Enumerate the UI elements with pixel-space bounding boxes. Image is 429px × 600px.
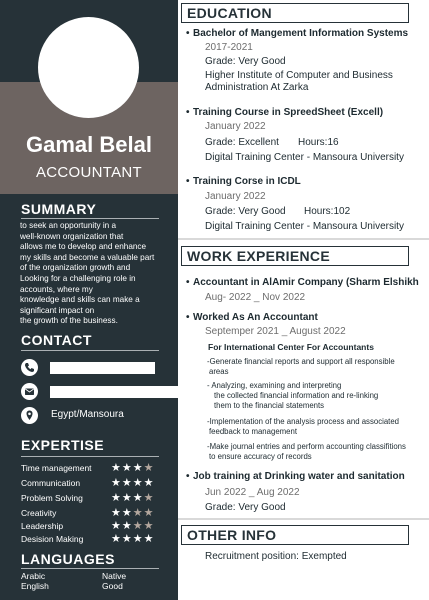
- language-list: [21, 571, 161, 593]
- duty-line: -Implementation of the analysis process and associated: [207, 417, 399, 426]
- summary-line: of the organization growth and: [20, 263, 131, 273]
- contact-heading: CONTACT: [21, 332, 92, 348]
- experience-grade: Grade: Very Good: [205, 502, 286, 513]
- language-level: Good: [102, 581, 123, 591]
- bullet: •: [186, 107, 190, 118]
- skill-row: [21, 534, 171, 546]
- skill-row: [21, 463, 171, 475]
- expertise-heading: EXPERTISE: [21, 437, 105, 453]
- summary-line: allows me to develop and enhance: [20, 242, 147, 252]
- bullet: •: [186, 471, 190, 482]
- experience-date: Jun 2022 _ Aug 2022: [205, 487, 300, 498]
- duty-line: them to the financial statements: [214, 401, 325, 410]
- other-info-text: Recruitment position: Exempted: [205, 551, 347, 562]
- rating-stars: ★★★★: [111, 519, 155, 532]
- education-title: Bachelor of Mangement Information Systems: [193, 28, 409, 39]
- contact-email: [21, 383, 191, 399]
- duty-line: areas: [209, 367, 229, 376]
- contact-location: [21, 407, 171, 423]
- skill-row: [21, 478, 171, 490]
- duty-line: the collected financial information and re-linking: [214, 391, 379, 400]
- bullet: •: [186, 28, 190, 39]
- experience-title: Accountant in AlAmir Company (Sharm Elshikh: [193, 277, 419, 288]
- mail-icon: [21, 383, 38, 400]
- experience-org: For International Center For Accountants: [208, 342, 374, 352]
- rating-stars: ★★★★: [111, 532, 155, 545]
- skill-name: Leadership: [21, 521, 64, 531]
- duty-line: to ensure accuracy of records: [209, 452, 312, 461]
- summary-divider: [21, 218, 159, 219]
- duty-line: -Generate financial reports and support all responsible: [207, 357, 395, 366]
- location-pin-icon: [21, 407, 38, 424]
- skill-name: Creativity: [21, 508, 57, 518]
- education-title: Training Course in SpreedSheet (Excell): [193, 107, 384, 118]
- education-place: Administration At Zarka: [205, 82, 309, 93]
- experience-heading: WORK EXPERIENCE: [181, 246, 409, 266]
- duty-line: feedback to management: [209, 427, 297, 436]
- summary-line: well-known organization that: [20, 231, 124, 241]
- experience-date: Septemper 2021 _ August 2022: [205, 326, 346, 337]
- language-name: Arabic: [21, 571, 46, 581]
- skill-name: Time management: [21, 463, 92, 473]
- education-date: 2017-2021: [205, 42, 253, 53]
- languages-divider: [21, 568, 159, 569]
- phone-icon: [21, 359, 38, 376]
- experience-title: Worked As An Accountant: [193, 312, 318, 323]
- summary-line: my skills and become a valuable part: [20, 252, 155, 262]
- skill-name: Communication: [21, 478, 81, 488]
- location-text: Egypt/Mansoura: [51, 409, 124, 420]
- summary-line: to seek an opportunity in a: [20, 221, 117, 230]
- languages-heading: LANGUAGES: [21, 551, 115, 567]
- education-grade: Grade: Excellent: [205, 137, 279, 148]
- rating-stars: ★★★★: [111, 506, 155, 519]
- education-hours: Hours:16: [298, 137, 339, 148]
- language-name: English: [21, 581, 49, 591]
- skill-row: [21, 493, 171, 505]
- education-place: Digital Training Center - Mansoura University: [205, 221, 404, 232]
- education-title: Training Corse in ICDL: [193, 176, 301, 187]
- education-date: January 2022: [205, 191, 266, 202]
- education-date: January 2022: [205, 121, 266, 132]
- contact-divider: [21, 350, 159, 351]
- bullet: •: [186, 176, 190, 187]
- contact-phone: [21, 359, 171, 375]
- experience-title: Job training at Drinking water and sanitation: [193, 471, 405, 482]
- person-title: ACCOUNTANT: [35, 164, 143, 181]
- education-hours: Hours:102: [304, 206, 351, 217]
- section-separator: [178, 238, 429, 240]
- section-separator: [178, 518, 429, 520]
- summary-line: knowledge and skills can make a: [20, 295, 140, 305]
- bullet: •: [186, 277, 190, 288]
- person-name: Gamal Belal: [26, 132, 152, 157]
- rating-stars: ★★★★: [111, 461, 155, 474]
- education-grade: Grade: Very Good: [205, 206, 286, 217]
- duty-line: - Analyzing, examining and interpreting: [207, 381, 342, 390]
- summary-line: accounts, where my: [20, 284, 93, 294]
- education-place: Higher Institute of Computer and Business: [205, 70, 393, 81]
- expertise-divider: [21, 456, 159, 457]
- profile-photo: [38, 17, 139, 118]
- email-field: [50, 386, 181, 398]
- skill-name: Problem Solving: [21, 493, 83, 503]
- education-heading: EDUCATION: [181, 3, 409, 23]
- other-info-heading: OTHER INFO: [181, 525, 409, 545]
- duty-line: -Make journal entries and perform accounting classifitions: [207, 442, 406, 451]
- bullet: •: [186, 312, 190, 323]
- summary-line: the growth of the business.: [20, 316, 118, 326]
- language-level: Native: [102, 571, 127, 581]
- summary-line: Looking for a challenging role in: [20, 273, 136, 283]
- summary-text: [20, 221, 168, 327]
- education-place: Digital Training Center - Mansoura University: [205, 152, 404, 163]
- phone-field: [50, 362, 155, 374]
- rating-stars: ★★★★: [111, 491, 155, 504]
- education-grade: Grade: Very Good: [205, 56, 286, 67]
- summary-heading: SUMMARY: [21, 201, 97, 217]
- skill-name: Desision Making: [21, 534, 84, 544]
- rating-stars: ★★★★: [111, 476, 155, 489]
- summary-line: significant impact on: [20, 305, 95, 315]
- experience-date: Aug- 2022 _ Nov 2022: [205, 292, 306, 303]
